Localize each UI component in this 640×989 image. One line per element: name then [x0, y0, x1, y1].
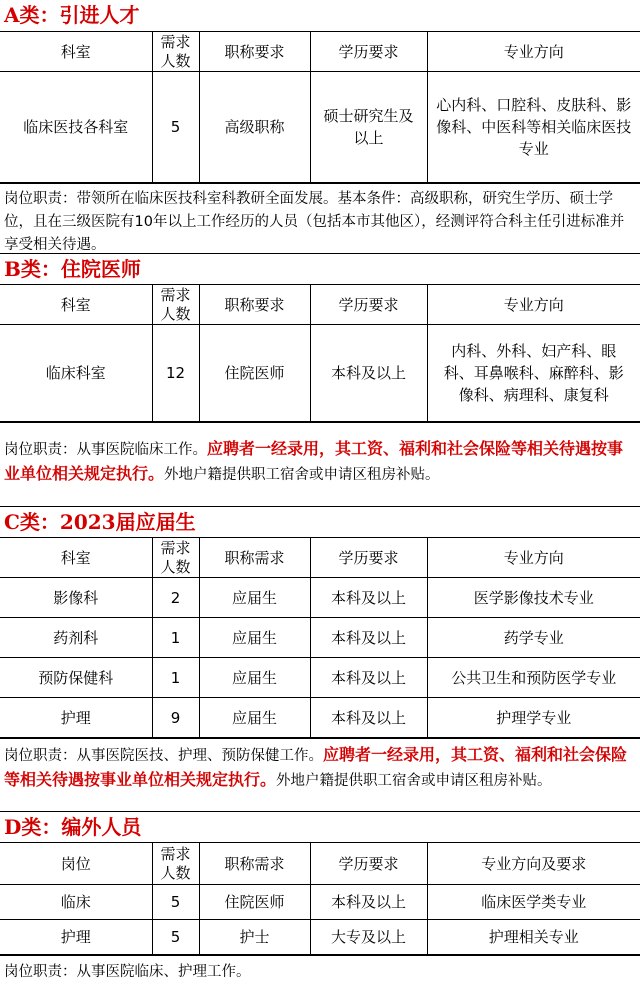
table-cell: 本科及以上	[310, 578, 427, 618]
table-cell: 护理相关专业	[427, 920, 640, 955]
header-cell: 学历要求	[310, 285, 427, 325]
table-cell: 5	[152, 72, 199, 183]
section-b-duty	[0, 422, 640, 506]
table-cell: 2	[152, 578, 199, 618]
section-d-title: D类：编外人员	[0, 811, 640, 842]
table-cell: 护理	[0, 920, 152, 955]
table-cell: 应届生	[199, 618, 310, 658]
table-cell: 本科及以上	[310, 885, 427, 920]
table-cell: 预防保健科	[0, 658, 152, 698]
section-a-table	[0, 31, 640, 183]
duty-text: 岗位职责：从事医院医技、护理、预防保健工作。	[4, 748, 323, 764]
table-cell: 临床医学类专业	[427, 885, 640, 920]
table-row	[0, 920, 640, 955]
table-cell: 临床	[0, 885, 152, 920]
header-cell: 专业方向	[427, 32, 640, 72]
table-header-row	[0, 32, 640, 72]
header-cell: 需求人数	[152, 538, 199, 578]
section-d-table	[0, 842, 640, 955]
section-d-duty: 岗位职责：从事医院临床、护理工作。	[0, 955, 640, 989]
header-cell: 岗位	[0, 843, 152, 885]
header-cell: 职称要求	[199, 32, 310, 72]
section-a-duty: 岗位职责：带领所在临床医技科室科教研全面发展。基本条件：高级职称，研究生学历、硕士学位，且在三级医院有10年以上工作经历的人员（包括本市其他区），经测评符合科主任引进标准并享受相关待遇。	[0, 183, 640, 253]
duty-text: 外地户籍提供职工宿舍或申请区租房补贴。	[164, 467, 440, 483]
duty-highlight: 应聘者一经录用，其工资、福利和社会保险等相关待遇按事业单位相关规定执行。	[4, 439, 624, 483]
table-cell: 药学专业	[427, 618, 640, 658]
table-cell: 9	[152, 698, 199, 738]
table-header-row	[0, 285, 640, 325]
header-cell: 专业方向及要求	[427, 843, 640, 885]
header-cell: 科室	[0, 32, 152, 72]
table-cell: 影像科	[0, 578, 152, 618]
table-cell: 12	[152, 325, 199, 422]
section-a-title: A类：引进人才	[4, 3, 140, 27]
header-cell: 职称要求	[199, 285, 310, 325]
table-cell: 公共卫生和预防医学专业	[427, 658, 640, 698]
header-cell: 学历要求	[310, 538, 427, 578]
table-cell: 本科及以上	[310, 618, 427, 658]
header-cell: 专业方向	[427, 538, 640, 578]
table-cell: 护理	[0, 698, 152, 738]
table-cell: 内科、外科、妇产科、眼科、耳鼻喉科、麻醉科、影像科、病理科、康复科	[427, 325, 640, 422]
table-cell: 药剂科	[0, 618, 152, 658]
duty-highlight: 应聘者一经录用，其工资、福利和社会保险等相关待遇按事业单位相关规定执行。	[4, 745, 628, 789]
section-c-table	[0, 537, 640, 738]
table-cell: 1	[152, 658, 199, 698]
table-cell: 应届生	[199, 698, 310, 738]
table-cell: 心内科、口腔科、皮肤科、影像科、中医科等相关临床医技专业	[427, 72, 640, 183]
table-row	[0, 578, 640, 618]
table-cell: 5	[152, 885, 199, 920]
header-cell: 需求人数	[152, 32, 199, 72]
table-cell: 住院医师	[199, 325, 310, 422]
table-header-row	[0, 843, 640, 885]
table-cell: 本科及以上	[310, 658, 427, 698]
header-cell: 科室	[0, 285, 152, 325]
table-row	[0, 658, 640, 698]
duty-text: 外地户籍提供职工宿舍或申请区租房补贴。	[276, 773, 552, 789]
table-cell: 1	[152, 618, 199, 658]
section-b-table	[0, 284, 640, 422]
header-cell: 职称需求	[199, 843, 310, 885]
table-cell: 本科及以上	[310, 698, 427, 738]
header-cell: 科室	[0, 538, 152, 578]
table-row	[0, 618, 640, 658]
section-b-title: B类：住院医师	[0, 253, 640, 284]
table-cell: 高级职称	[199, 72, 310, 183]
header-cell: 职称需求	[199, 538, 310, 578]
header-cell: 需求人数	[152, 285, 199, 325]
table-cell: 护士	[199, 920, 310, 955]
table-cell: 5	[152, 920, 199, 955]
header-cell: 学历要求	[310, 843, 427, 885]
table-header-row	[0, 538, 640, 578]
table-cell: 医学影像技术专业	[427, 578, 640, 618]
table-cell: 临床医技各科室	[0, 72, 152, 183]
header-cell: 学历要求	[310, 32, 427, 72]
table-row	[0, 885, 640, 920]
header-cell: 需求人数	[152, 843, 199, 885]
table-cell: 应届生	[199, 578, 310, 618]
section-c-title: C类：2023届应届生	[0, 506, 640, 537]
table-cell: 临床科室	[0, 325, 152, 422]
table-cell: 住院医师	[199, 885, 310, 920]
duty-text: 岗位职责：从事医院临床工作。	[4, 442, 207, 458]
table-row	[0, 72, 640, 183]
table-cell: 大专及以上	[310, 920, 427, 955]
table-cell: 应届生	[199, 658, 310, 698]
table-row	[0, 698, 640, 738]
table-cell: 护理学专业	[427, 698, 640, 738]
header-cell: 专业方向	[427, 285, 640, 325]
table-cell: 硕士研究生及以上	[310, 72, 427, 183]
section-c-duty	[0, 738, 640, 811]
table-row	[0, 325, 640, 422]
table-cell: 本科及以上	[310, 325, 427, 422]
